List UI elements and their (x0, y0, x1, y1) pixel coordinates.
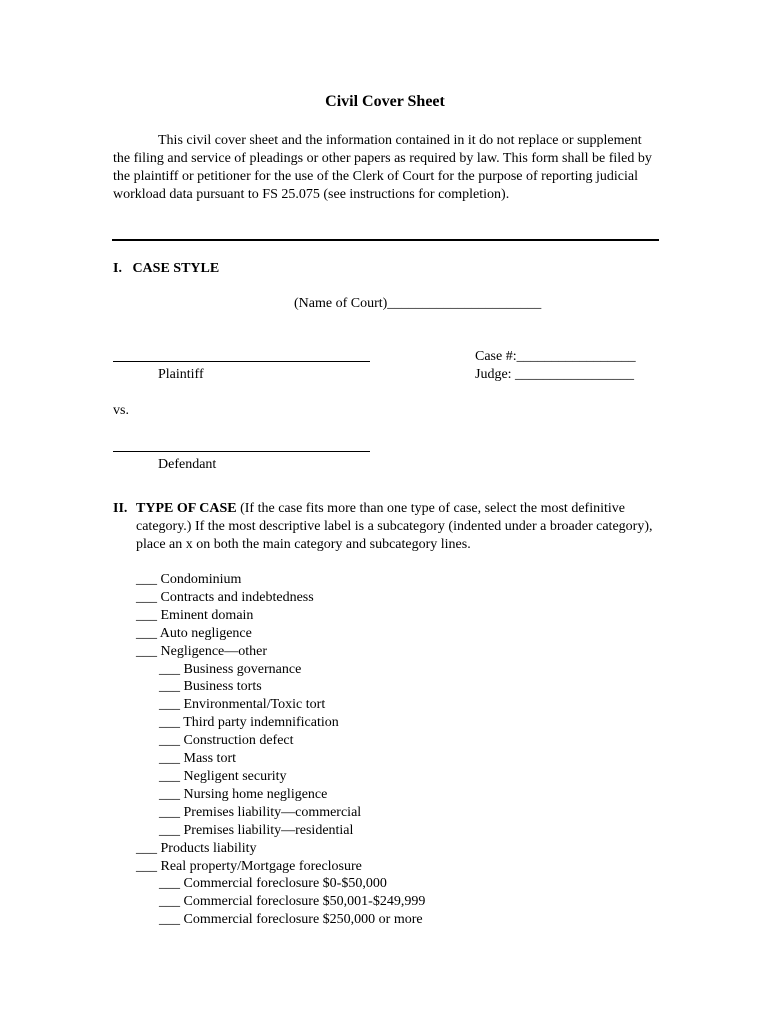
category-item: ___ Negligence—other (136, 643, 268, 659)
subcategory-item: ___ Premises liability—commercial (159, 804, 362, 820)
type-of-case-description: (If the case fits more than one type of case, select the most definitive category.) If the most descriptive label is a subcategory (indented under a broader category), place an x on both the main category and subcategory lines. (136, 501, 653, 552)
category-item: ___ Eminent domain (136, 607, 254, 623)
versus-label: vs. (113, 403, 129, 418)
category-item: ___ Real property/Mortgage foreclosure (136, 858, 362, 874)
type-of-case-number: II. (113, 501, 128, 516)
case-style-heading: I. CASE STYLE (113, 261, 220, 276)
category-item: ___ Condominium (136, 572, 242, 587)
type-of-case-section (113, 500, 653, 554)
type-of-case-heading: TYPE OF CASE (136, 501, 237, 516)
subcategory-item: ___ Commercial foreclosure $50,001-$249,999 (159, 894, 426, 910)
name-of-court-field: (Name of Court)______________________ (294, 296, 542, 311)
defendant-label: Defendant (158, 457, 217, 472)
case-number-field: Case #:_________________ (475, 349, 636, 364)
category-item: ___ Contracts and indebtedness (136, 589, 314, 605)
category-item: ___ Auto negligence (136, 625, 252, 641)
defendant-signature-line (113, 451, 370, 452)
subcategory-item: ___ Premises liability—residential (159, 822, 354, 838)
subcategory-item: ___ Negligent security (159, 768, 287, 784)
category-item: ___ Products liability (136, 840, 257, 856)
plaintiff-label: Plaintiff (158, 367, 204, 382)
subcategory-item: ___ Commercial foreclosure $0-$50,000 (159, 876, 387, 892)
plaintiff-signature-line (113, 361, 370, 362)
subcategory-item: ___ Mass tort (159, 751, 236, 767)
case-category-list (136, 571, 425, 929)
subcategory-item: ___ Third party indemnification (159, 715, 339, 731)
page-title: Civil Cover Sheet (325, 93, 445, 110)
section-divider (112, 239, 659, 241)
subcategory-item: ___ Environmental/Toxic tort (159, 697, 326, 713)
subcategory-item: ___ Construction defect (159, 733, 294, 749)
subcategory-item: ___ Commercial foreclosure $250,000 or more (159, 912, 423, 928)
subcategory-item: ___ Nursing home negligence (159, 786, 328, 802)
subcategory-item: ___ Business torts (159, 679, 262, 695)
judge-field: Judge: _________________ (475, 367, 635, 382)
type-of-case-instructions (136, 500, 653, 554)
intro-paragraph: This civil cover sheet and the information contained in it do not replace or supplement the filing and service of pleadings or other papers as required by law. This form shall be filed by the plaintiff or petitioner for the use of the Clerk of Court for the purpose of reporting judicial workload data pursuant to FS 25.075 (see instructions for completion). (113, 133, 652, 202)
subcategory-item: ___ Business governance (159, 661, 302, 677)
